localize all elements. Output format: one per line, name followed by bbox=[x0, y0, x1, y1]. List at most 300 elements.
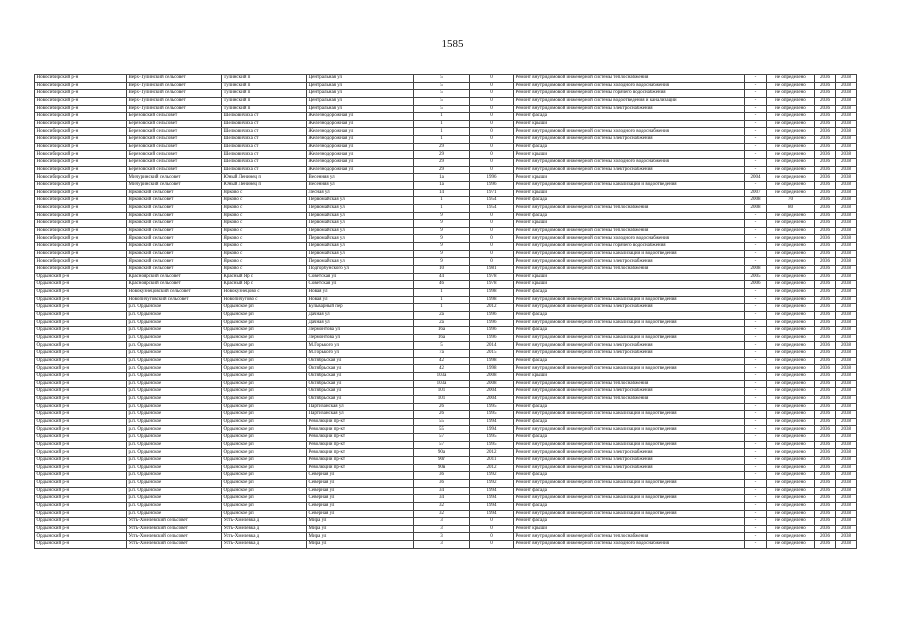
cell-build-year: 0 bbox=[470, 113, 514, 121]
cell-house-number: 29 bbox=[414, 143, 470, 151]
cell-settlement: Ярковский сельсовет bbox=[127, 212, 222, 220]
cell-district: Новосибирский р-н bbox=[35, 212, 127, 220]
cell-settlement: Усть-Хмелевский сельсовет bbox=[127, 518, 222, 526]
cell-district: Ордынский р-н bbox=[35, 479, 127, 487]
cell-locality: Ордынское рп bbox=[222, 418, 307, 426]
table-row bbox=[35, 426, 857, 434]
cell-settlement: р.п. Ордынское bbox=[127, 510, 222, 518]
table-row bbox=[35, 189, 857, 197]
cell-district: Новосибирский р-н bbox=[35, 75, 127, 83]
cell-locality: Ордынское рп bbox=[222, 434, 307, 442]
cell-build-year: 0 bbox=[470, 243, 514, 251]
cell-work-type: Ремонт внутридомовой инженерной системы электроснабжения bbox=[514, 166, 745, 174]
cell-street: Первомайская ул bbox=[307, 250, 414, 258]
cell-house-number: 32 bbox=[414, 502, 470, 510]
cell-street: Центральная ул bbox=[307, 75, 414, 83]
cell-street: Весенняя ул bbox=[307, 174, 414, 182]
cell-last-repair-year: - bbox=[745, 418, 767, 426]
cell-settlement: Березовский сельсовет bbox=[127, 128, 222, 136]
cell-cost: не определено bbox=[767, 174, 815, 182]
cell-work-type: Ремонт крыши bbox=[514, 174, 745, 182]
cell-build-year: 0 bbox=[470, 136, 514, 144]
cell-last-repair-year: - bbox=[745, 449, 767, 457]
cell-work-type: Ремонт фасада bbox=[514, 472, 745, 480]
cell-work-type: Ремонт внутридомовой инженерной системы электроснабжения bbox=[514, 449, 745, 457]
cell-end-year: 2038 bbox=[836, 227, 857, 235]
cell-settlement: р.п. Ордынское bbox=[127, 457, 222, 465]
cell-house-number: 9 bbox=[414, 235, 470, 243]
cell-settlement: Верх-Тулинский сельсовет bbox=[127, 97, 222, 105]
cell-build-year: 1998 bbox=[470, 357, 514, 365]
cell-district: Новосибирский р-н bbox=[35, 243, 127, 251]
table-row bbox=[35, 518, 857, 526]
cell-street: Центральная ул bbox=[307, 105, 414, 113]
cell-district: Ордынский р-н bbox=[35, 441, 127, 449]
cell-last-repair-year: - bbox=[745, 395, 767, 403]
cell-settlement: р.п. Ордынское bbox=[127, 441, 222, 449]
table-row bbox=[35, 457, 857, 465]
cell-start-year: 2036 bbox=[815, 357, 836, 365]
cell-locality: Ярково с bbox=[222, 243, 307, 251]
cell-cost: не определено bbox=[767, 372, 815, 380]
cell-work-type: Ремонт внутридомовой инженерной системы теплоснабжения bbox=[514, 204, 745, 212]
cell-start-year: 2036 bbox=[815, 434, 836, 442]
cell-district: Ордынский р-н bbox=[35, 327, 127, 335]
cell-house-number: 3 bbox=[414, 518, 470, 526]
cell-start-year: 2036 bbox=[815, 235, 836, 243]
cell-end-year: 2038 bbox=[836, 128, 857, 136]
cell-locality: Ордынское рп bbox=[222, 403, 307, 411]
cell-house-number: 42 bbox=[414, 357, 470, 365]
cell-start-year: 2036 bbox=[815, 296, 836, 304]
cell-start-year: 2036 bbox=[815, 426, 836, 434]
table-row bbox=[35, 365, 857, 373]
cell-last-repair-year: 2004 bbox=[745, 174, 767, 182]
cell-end-year: 2038 bbox=[836, 105, 857, 113]
table-row bbox=[35, 235, 857, 243]
cell-cost: не определено bbox=[767, 250, 815, 258]
cell-house-number: 55 bbox=[414, 426, 470, 434]
cell-work-type: Ремонт фасада bbox=[514, 403, 745, 411]
table-row bbox=[35, 395, 857, 403]
cell-settlement: Березовский сельсовет bbox=[127, 113, 222, 121]
cell-cost: не определено bbox=[767, 281, 815, 289]
cell-locality: Шелковичиха ст bbox=[222, 159, 307, 167]
cell-cost: не определено bbox=[767, 411, 815, 419]
cell-end-year: 2038 bbox=[836, 449, 857, 457]
cell-end-year: 2038 bbox=[836, 426, 857, 434]
cell-district: Ордынский р-н bbox=[35, 502, 127, 510]
table-row bbox=[35, 288, 857, 296]
cell-end-year: 2038 bbox=[836, 75, 857, 83]
cell-start-year: 2036 bbox=[815, 220, 836, 228]
cell-settlement: р.п. Ордынское bbox=[127, 502, 222, 510]
cell-locality: Ярково с bbox=[222, 250, 307, 258]
cell-settlement: Березовский сельсовет bbox=[127, 166, 222, 174]
table-row bbox=[35, 357, 857, 365]
cell-settlement: р.п. Ордынское bbox=[127, 472, 222, 480]
cell-last-repair-year: - bbox=[745, 502, 767, 510]
cell-cost: не определено bbox=[767, 128, 815, 136]
cell-street: Бульварный пер bbox=[307, 304, 414, 312]
cell-start-year: 2036 bbox=[815, 143, 836, 151]
cell-work-type: Ремонт внутридомовой инженерной системы канализации и водоотведения bbox=[514, 426, 745, 434]
cell-settlement: р.п. Ордынское bbox=[127, 342, 222, 350]
cell-house-number: 46 bbox=[414, 281, 470, 289]
cell-locality: Шелковичиха ст bbox=[222, 136, 307, 144]
cell-locality: Шелковичиха ст bbox=[222, 120, 307, 128]
cell-settlement: Березовский сельсовет bbox=[127, 120, 222, 128]
cell-build-year: 0 bbox=[470, 105, 514, 113]
cell-last-repair-year: - bbox=[745, 143, 767, 151]
cell-house-number: 103а bbox=[414, 372, 470, 380]
cell-end-year: 2038 bbox=[836, 350, 857, 358]
cell-house-number: 5 bbox=[414, 105, 470, 113]
cell-district: Ордынский р-н bbox=[35, 464, 127, 472]
cell-start-year: 2036 bbox=[815, 258, 836, 266]
cell-settlement: р.п. Ордынское bbox=[127, 319, 222, 327]
cell-street: Первомайская ул bbox=[307, 243, 414, 251]
cell-settlement: р.п. Ордынское bbox=[127, 388, 222, 396]
cell-settlement: р.п. Ордынское bbox=[127, 380, 222, 388]
cell-end-year: 2038 bbox=[836, 479, 857, 487]
cell-street: Октябрьская ул bbox=[307, 372, 414, 380]
cell-house-number: 90г bbox=[414, 457, 470, 465]
cell-last-repair-year: - bbox=[745, 304, 767, 312]
cell-end-year: 2038 bbox=[836, 197, 857, 205]
cell-settlement: Верх-Тулинский сельсовет bbox=[127, 75, 222, 83]
cell-work-type: Ремонт крыши bbox=[514, 151, 745, 159]
cell-street: Октябрьская ул bbox=[307, 388, 414, 396]
table-row bbox=[35, 434, 857, 442]
cell-settlement: р.п. Ордынское bbox=[127, 372, 222, 380]
cell-end-year: 2038 bbox=[836, 434, 857, 442]
cell-work-type: Ремонт внутридомовой инженерной системы канализации и водоотведения bbox=[514, 365, 745, 373]
cell-work-type: Ремонт фасада bbox=[514, 327, 745, 335]
cell-build-year: 1992 bbox=[470, 479, 514, 487]
cell-house-number: 5 bbox=[414, 342, 470, 350]
cell-house-number: 1а bbox=[414, 174, 470, 182]
cell-street: Революции пр-кт bbox=[307, 418, 414, 426]
cell-settlement: р.п. Ордынское bbox=[127, 426, 222, 434]
cell-house-number: 26 bbox=[414, 403, 470, 411]
cell-last-repair-year: - bbox=[745, 388, 767, 396]
cell-street: Революции пр-кт bbox=[307, 449, 414, 457]
cell-start-year: 2036 bbox=[815, 395, 836, 403]
cell-work-type: Ремонт фасада bbox=[514, 197, 745, 205]
cell-work-type: Ремонт внутридомовой инженерной системы холодного водоснабжения bbox=[514, 82, 745, 90]
table-row bbox=[35, 441, 857, 449]
cell-last-repair-year: - bbox=[745, 510, 767, 518]
cell-build-year: 2008 bbox=[470, 380, 514, 388]
cell-street: Железнодорожная ул bbox=[307, 166, 414, 174]
cell-house-number: 3 bbox=[414, 525, 470, 533]
cell-build-year: 0 bbox=[470, 97, 514, 105]
cell-district: Ордынский р-н bbox=[35, 510, 127, 518]
cell-start-year: 2036 bbox=[815, 250, 836, 258]
cell-cost: не определено bbox=[767, 212, 815, 220]
cell-build-year: 1992 bbox=[470, 472, 514, 480]
cell-house-number: 10 bbox=[414, 266, 470, 274]
cell-start-year: 2036 bbox=[815, 113, 836, 121]
cell-locality: Шелковичиха ст bbox=[222, 151, 307, 159]
cell-settlement: Верх-Тулинский сельсовет bbox=[127, 105, 222, 113]
cell-cost: не определено bbox=[767, 334, 815, 342]
cell-end-year: 2038 bbox=[836, 281, 857, 289]
cell-last-repair-year: - bbox=[745, 472, 767, 480]
cell-street: Мира ул bbox=[307, 518, 414, 526]
cell-build-year: 1996 bbox=[470, 327, 514, 335]
cell-build-year: 1996 bbox=[470, 319, 514, 327]
cell-settlement: р.п. Ордынское bbox=[127, 464, 222, 472]
cell-start-year: 2036 bbox=[815, 495, 836, 503]
cell-cost: не определено bbox=[767, 525, 815, 533]
cell-start-year: 2036 bbox=[815, 388, 836, 396]
cell-work-type: Ремонт фасада bbox=[514, 518, 745, 526]
cell-last-repair-year: - bbox=[745, 365, 767, 373]
cell-work-type: Ремонт внутридомовой инженерной системы холодного водоснабжения bbox=[514, 128, 745, 136]
cell-end-year: 2038 bbox=[836, 113, 857, 121]
cell-work-type: Ремонт крыши bbox=[514, 525, 745, 533]
cell-locality: Ордынское рп bbox=[222, 510, 307, 518]
cell-work-type: Ремонт фасада bbox=[514, 212, 745, 220]
cell-locality: Тулинский п bbox=[222, 90, 307, 98]
cell-work-type: Ремонт внутридомовой инженерной системы электроснабжения bbox=[514, 304, 745, 312]
cell-street: Революции пр-кт bbox=[307, 426, 414, 434]
cell-house-number: 1 bbox=[414, 113, 470, 121]
cell-cost: не определено bbox=[767, 418, 815, 426]
cell-street: Новая ул bbox=[307, 296, 414, 304]
cell-locality: Ордынское рп bbox=[222, 495, 307, 503]
cell-work-type: Ремонт внутридомовой инженерной системы канализации и водоотведения bbox=[514, 319, 745, 327]
cell-last-repair-year: - bbox=[745, 250, 767, 258]
cell-end-year: 2038 bbox=[836, 166, 857, 174]
cell-build-year: 1995 bbox=[470, 411, 514, 419]
cell-settlement: Красноярский сельсовет bbox=[127, 273, 222, 281]
cell-last-repair-year: - bbox=[745, 357, 767, 365]
cell-last-repair-year: - bbox=[745, 75, 767, 83]
cell-cost: не определено bbox=[767, 388, 815, 396]
cell-district: Ордынский р-н bbox=[35, 525, 127, 533]
cell-district: Ордынский р-н bbox=[35, 541, 127, 549]
cell-build-year: 0 bbox=[470, 82, 514, 90]
cell-build-year: 2015 bbox=[470, 350, 514, 358]
cell-district: Ордынский р-н bbox=[35, 365, 127, 373]
cell-district: Новосибирский р-н bbox=[35, 181, 127, 189]
cell-work-type: Ремонт внутридомовой инженерной системы теплоснабжения bbox=[514, 227, 745, 235]
cell-house-number: 2а bbox=[414, 319, 470, 327]
cell-cost: не определено bbox=[767, 426, 815, 434]
cell-settlement: Ярковский сельсовет bbox=[127, 220, 222, 228]
table-row bbox=[35, 174, 857, 182]
cell-district: Новосибирский р-н bbox=[35, 113, 127, 121]
cell-start-year: 2036 bbox=[815, 181, 836, 189]
cell-cost: не определено bbox=[767, 541, 815, 549]
cell-start-year: 2036 bbox=[815, 441, 836, 449]
cell-house-number: 1 bbox=[414, 204, 470, 212]
cell-house-number: 1 bbox=[414, 304, 470, 312]
cell-house-number: 26 bbox=[414, 411, 470, 419]
cell-street: Первомайская ул bbox=[307, 220, 414, 228]
cell-house-number: 1 bbox=[414, 120, 470, 128]
cell-street: Первомайская ул bbox=[307, 212, 414, 220]
cell-settlement: р.п. Ордынское bbox=[127, 365, 222, 373]
cell-last-repair-year: - bbox=[745, 479, 767, 487]
cell-build-year: 1998 bbox=[470, 296, 514, 304]
cell-last-repair-year: - bbox=[745, 120, 767, 128]
cell-settlement: р.п. Ордынское bbox=[127, 327, 222, 335]
table-row bbox=[35, 212, 857, 220]
table-row bbox=[35, 128, 857, 136]
cell-end-year: 2038 bbox=[836, 174, 857, 182]
table-row bbox=[35, 197, 857, 205]
cell-house-number: 9 bbox=[414, 258, 470, 266]
cell-cost: не определено bbox=[767, 311, 815, 319]
cell-work-type: Ремонт внутридомовой инженерной системы канализации и водоотведения bbox=[514, 250, 745, 258]
cell-street: Новая ул bbox=[307, 288, 414, 296]
cell-district: Новосибирский р-н bbox=[35, 159, 127, 167]
cell-district: Новосибирский р-н bbox=[35, 105, 127, 113]
table-row bbox=[35, 411, 857, 419]
cell-settlement: Верх-Тулинский сельсовет bbox=[127, 90, 222, 98]
cell-end-year: 2038 bbox=[836, 189, 857, 197]
cell-cost: не определено bbox=[767, 457, 815, 465]
table-row bbox=[35, 495, 857, 503]
cell-start-year: 2036 bbox=[815, 403, 836, 411]
table-row bbox=[35, 120, 857, 128]
cell-settlement: Ярковский сельсовет bbox=[127, 258, 222, 266]
cell-settlement: р.п. Ордынское bbox=[127, 334, 222, 342]
cell-house-number: 1 bbox=[414, 296, 470, 304]
cell-locality: Усть-Хмелевка д bbox=[222, 525, 307, 533]
cell-cost: не определено bbox=[767, 288, 815, 296]
cell-settlement: Ярковский сельсовет bbox=[127, 250, 222, 258]
cell-build-year: 1996 bbox=[470, 181, 514, 189]
cell-end-year: 2038 bbox=[836, 311, 857, 319]
cell-end-year: 2038 bbox=[836, 464, 857, 472]
cell-district: Новосибирский р-н bbox=[35, 151, 127, 159]
cell-locality: Ярково с bbox=[222, 266, 307, 274]
table-row bbox=[35, 464, 857, 472]
cell-start-year: 2036 bbox=[815, 151, 836, 159]
cell-start-year: 2036 bbox=[815, 82, 836, 90]
cell-district: Новосибирский р-н bbox=[35, 258, 127, 266]
cell-house-number: 42 bbox=[414, 365, 470, 373]
cell-house-number: 3 bbox=[414, 533, 470, 541]
cell-work-type: Ремонт внутридомовой инженерной системы холодного водоснабжения bbox=[514, 235, 745, 243]
cell-end-year: 2038 bbox=[836, 327, 857, 335]
cell-last-repair-year: - bbox=[745, 487, 767, 495]
cell-end-year: 2038 bbox=[836, 411, 857, 419]
cell-house-number: 14 bbox=[414, 189, 470, 197]
cell-work-type: Ремонт внутридомовой инженерной системы теплоснабжения bbox=[514, 380, 745, 388]
cell-street: Партизанская ул bbox=[307, 411, 414, 419]
cell-cost: не определено bbox=[767, 350, 815, 358]
cell-build-year: 0 bbox=[470, 541, 514, 549]
cell-build-year: 0 bbox=[470, 75, 514, 83]
cell-cost: не определено bbox=[767, 181, 815, 189]
cell-work-type: Ремонт крыши bbox=[514, 189, 745, 197]
cell-cost: не определено bbox=[767, 82, 815, 90]
cell-locality: Ордынское рп bbox=[222, 327, 307, 335]
cell-cost: не определено bbox=[767, 243, 815, 251]
cell-build-year: 0 bbox=[470, 227, 514, 235]
cell-start-year: 2036 bbox=[815, 518, 836, 526]
cell-end-year: 2038 bbox=[836, 533, 857, 541]
cell-end-year: 2038 bbox=[836, 441, 857, 449]
cell-end-year: 2038 bbox=[836, 395, 857, 403]
cell-end-year: 2038 bbox=[836, 212, 857, 220]
cell-locality: Тулинский п bbox=[222, 105, 307, 113]
cell-house-number: 90а bbox=[414, 449, 470, 457]
cell-work-type: Ремонт внутридомовой инженерной системы канализации и водоотведения bbox=[514, 479, 745, 487]
cell-end-year: 2038 bbox=[836, 472, 857, 480]
cell-street: Мира ул bbox=[307, 525, 414, 533]
cell-last-repair-year: - bbox=[745, 181, 767, 189]
cell-build-year: 1978 bbox=[470, 273, 514, 281]
cell-district: Ордынский р-н bbox=[35, 449, 127, 457]
cell-last-repair-year: - bbox=[745, 380, 767, 388]
cell-build-year: 0 bbox=[470, 120, 514, 128]
cell-build-year: 0 bbox=[470, 533, 514, 541]
cell-last-repair-year: - bbox=[745, 212, 767, 220]
cell-cost: не определено bbox=[767, 166, 815, 174]
table-body bbox=[35, 75, 857, 549]
cell-work-type: Ремонт крыши bbox=[514, 372, 745, 380]
cell-start-year: 2036 bbox=[815, 90, 836, 98]
cell-locality: Ордынское рп bbox=[222, 472, 307, 480]
cell-cost: 70 bbox=[767, 197, 815, 205]
cell-street: Железнодорожная ул bbox=[307, 120, 414, 128]
cell-build-year: 2012 bbox=[470, 464, 514, 472]
cell-start-year: 2036 bbox=[815, 350, 836, 358]
cell-last-repair-year: - bbox=[745, 151, 767, 159]
table-row bbox=[35, 342, 857, 350]
cell-build-year: 1971 bbox=[470, 189, 514, 197]
cell-locality: Усть-Хмелевка д bbox=[222, 541, 307, 549]
cell-house-number: 9 bbox=[414, 243, 470, 251]
table-row bbox=[35, 250, 857, 258]
cell-locality: Ордынское рп bbox=[222, 457, 307, 465]
cell-work-type: Ремонт внутридомовой инженерной системы электроснабжения bbox=[514, 342, 745, 350]
cell-street: Центральная ул bbox=[307, 90, 414, 98]
table-row bbox=[35, 350, 857, 358]
cell-last-repair-year: - bbox=[745, 235, 767, 243]
cell-cost: не определено bbox=[767, 342, 815, 350]
cell-build-year: 1994 bbox=[470, 426, 514, 434]
cell-end-year: 2038 bbox=[836, 250, 857, 258]
cell-settlement: Ярковский сельсовет bbox=[127, 227, 222, 235]
cell-house-number: 34 bbox=[414, 495, 470, 503]
page-number: 1585 bbox=[441, 38, 464, 50]
cell-work-type: Ремонт внутридомовой инженерной системы канализации и водоотведения bbox=[514, 495, 745, 503]
cell-street: Железнодорожная ул bbox=[307, 136, 414, 144]
cell-start-year: 2036 bbox=[815, 319, 836, 327]
cell-district: Ордынский р-н bbox=[35, 372, 127, 380]
cell-work-type: Ремонт внутридомовой инженерной системы водоотведения и канализации bbox=[514, 97, 745, 105]
cell-locality: Новокузнецово с bbox=[222, 288, 307, 296]
cell-street: Железнодорожная ул bbox=[307, 143, 414, 151]
cell-last-repair-year: - bbox=[745, 82, 767, 90]
cell-district: Ордынский р-н bbox=[35, 288, 127, 296]
cell-end-year: 2038 bbox=[836, 388, 857, 396]
cell-street: Октябрьская ул bbox=[307, 365, 414, 373]
cell-start-year: 2036 bbox=[815, 281, 836, 289]
cell-build-year: 0 bbox=[470, 128, 514, 136]
cell-locality: Ярково с bbox=[222, 235, 307, 243]
cell-build-year: 1995 bbox=[470, 434, 514, 442]
cell-locality: Ордынское рп bbox=[222, 388, 307, 396]
